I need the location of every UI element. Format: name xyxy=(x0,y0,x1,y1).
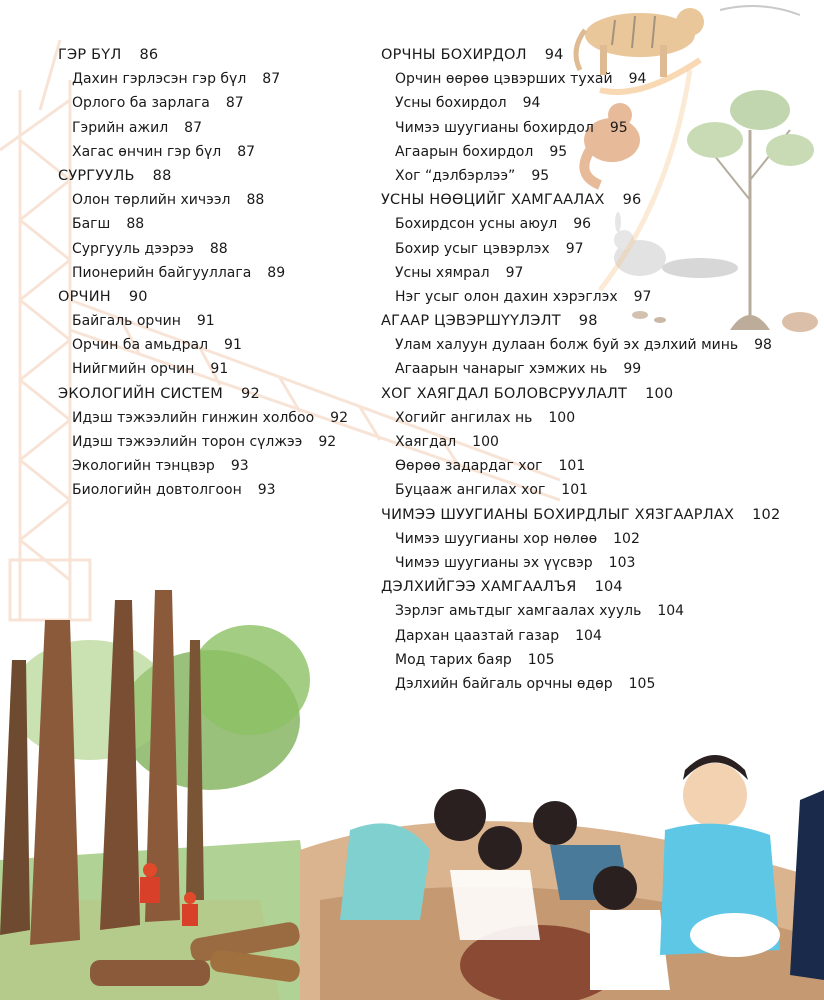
toc-entry-page-number: 88 xyxy=(126,216,145,233)
toc-entry-title: Дархан цаазтай газар xyxy=(395,627,560,644)
toc-entry-page-number: 92 xyxy=(318,434,337,450)
toc-entry-title: Агаарын бохирдол xyxy=(395,143,534,160)
toc-entry-title: Орчин ба амьдрал xyxy=(72,337,209,354)
toc-entry-title: Чимээ шуугианы хор нөлөө xyxy=(395,530,598,547)
toc-entry-page-number: 87 xyxy=(225,95,244,112)
toc-subsection-entry xyxy=(58,116,358,140)
toc-entry-title: Мод тарих баяр xyxy=(395,651,512,668)
toc-right-column xyxy=(381,43,811,696)
toc-subsection-entry xyxy=(58,237,358,261)
toc-entry-page-number: 87 xyxy=(184,119,202,136)
toc-section-entry xyxy=(58,43,358,67)
toc-subsection-entry xyxy=(381,67,811,91)
toc-entry-title: Дэлхийн байгаль орчны өдөр xyxy=(395,675,613,692)
toc-entry-page-number: 90 xyxy=(128,288,148,305)
toc-entry-title: СУРГУУЛЬ xyxy=(58,167,135,184)
toc-entry-title: ГЭР БҮЛ xyxy=(58,47,122,63)
toc-section-entry xyxy=(381,309,811,333)
toc-entry-title: Чимээ шуугианы бохирдол xyxy=(395,119,594,136)
toc-subsection-entry xyxy=(381,333,811,357)
toc-entry-title: Өөрөө задардаг хог xyxy=(395,458,543,475)
toc-subsection-entry xyxy=(381,357,811,381)
toc-entry-page-number: 87 xyxy=(262,71,281,88)
toc-subsection-entry xyxy=(58,333,358,357)
toc-entry-page-number: 94 xyxy=(544,47,564,63)
toc-entry-page-number: 105 xyxy=(628,675,656,692)
toc-entry-page-number: 98 xyxy=(754,337,772,354)
toc-entry-page-number: 105 xyxy=(527,651,555,668)
toc-entry-title: Улам халуун дулаан болж буй эх дэлхий минь xyxy=(395,337,739,354)
toc-entry-title: Агаарын чанарыг хэмжих нь xyxy=(395,361,608,378)
toc-subsection-entry xyxy=(58,357,358,381)
toc-section-entry xyxy=(381,382,811,406)
toc-entry-page-number: 91 xyxy=(210,361,229,378)
toc-subsection-entry xyxy=(381,261,811,285)
toc-subsection-entry xyxy=(381,599,811,623)
toc-entry-page-number: 96 xyxy=(622,192,642,209)
toc-entry-title: Пионерийн байгууллага xyxy=(72,264,252,281)
toc-subsection-entry xyxy=(381,672,811,696)
toc-entry-title: ЧИМЭЭ ШУУГИАНЫ БОХИРДЛЫГ ХЯЗГААРЛАХ xyxy=(381,506,735,523)
toc-entry-page-number: 97 xyxy=(505,264,524,281)
toc-subsection-entry xyxy=(381,212,811,236)
toc-subsection-entry xyxy=(381,624,811,648)
toc-entry-title: Орлого ба зарлага xyxy=(72,95,210,112)
toc-section-entry xyxy=(58,382,358,406)
toc-subsection-entry xyxy=(58,478,358,502)
toc-subsection-entry xyxy=(58,67,358,91)
toc-entry-title: Орчин өөрөө цэвэрших тухай xyxy=(395,71,613,88)
children-photo xyxy=(300,755,824,1000)
toc-entry-page-number: 89 xyxy=(267,264,286,281)
toc-entry-title: Зэрлэг амьтдыг хамгаалах хууль xyxy=(395,603,642,620)
toc-entry-title: Хагас өнчин гэр бүл xyxy=(72,143,222,160)
toc-entry-page-number: 101 xyxy=(558,458,586,475)
toc-entry-title: Идэш тэжээлийн гинжин холбоо xyxy=(72,409,315,426)
toc-subsection-entry xyxy=(58,140,358,164)
toc-entry-title: Идэш тэжээлийн торон сүлжээ xyxy=(72,434,303,450)
toc-entry-page-number: 102 xyxy=(752,506,781,523)
toc-entry-page-number: 91 xyxy=(224,337,242,354)
toc-entry-title: Хог “дэлбэрлээ” xyxy=(395,167,516,184)
toc-entry-title: Биологийн довтолгоон xyxy=(72,482,242,499)
toc-subsection-entry xyxy=(58,406,358,430)
toc-entry-page-number: 88 xyxy=(209,240,228,257)
toc-subsection-entry xyxy=(58,309,358,333)
toc-subsection-entry xyxy=(58,261,358,285)
toc-entry-title: ОРЧНЫ БОХИРДОЛ xyxy=(381,47,527,63)
toc-subsection-entry xyxy=(58,454,358,478)
toc-subsection-entry xyxy=(381,430,811,454)
toc-entry-title: ХОГ ХАЯГДАЛ БОЛОВСРУУЛАЛТ xyxy=(381,385,628,402)
toc-entry-page-number: 93 xyxy=(230,458,249,475)
toc-entry-page-number: 95 xyxy=(549,143,568,160)
toc-subsection-entry xyxy=(381,406,811,430)
toc-entry-page-number: 98 xyxy=(578,313,598,330)
toc-entry-page-number: 87 xyxy=(237,143,256,160)
toc-entry-page-number: 100 xyxy=(645,385,674,402)
toc-entry-title: Гэрийн ажил xyxy=(72,119,169,136)
toc-entry-title: УСНЫ НӨӨЦИЙГ ХАМГААЛАХ xyxy=(381,192,605,209)
toc-entry-page-number: 86 xyxy=(139,47,159,63)
toc-entry-page-number: 101 xyxy=(561,482,589,499)
toc-entry-title: Сургууль дээрээ xyxy=(72,240,194,257)
toc-entry-title: Бохир усыг цэвэрлэх xyxy=(395,240,550,257)
toc-entry-title: Усны бохирдол xyxy=(395,95,507,112)
toc-entry-title: Багш xyxy=(72,216,111,233)
toc-entry-page-number: 88 xyxy=(152,167,172,184)
toc-entry-page-number: 103 xyxy=(608,554,636,571)
toc-subsection-entry xyxy=(381,478,811,502)
toc-subsection-entry xyxy=(58,188,358,212)
toc-subsection-entry xyxy=(381,648,811,672)
toc-section-entry xyxy=(381,503,811,527)
toc-entry-page-number: 93 xyxy=(257,482,276,499)
toc-entry-page-number: 94 xyxy=(628,71,647,88)
toc-entry-title: Чимээ шуугианы эх үүсвэр xyxy=(395,554,593,571)
toc-entry-title: Дахин гэрлэсэн гэр бүл xyxy=(72,71,247,88)
toc-subsection-entry xyxy=(381,164,811,188)
toc-entry-page-number: 100 xyxy=(472,434,499,450)
toc-entry-page-number: 97 xyxy=(565,240,584,257)
toc-subsection-entry xyxy=(381,551,811,575)
toc-entry-title: Буцааж ангилах хог xyxy=(395,482,546,499)
toc-entry-page-number: 96 xyxy=(573,216,592,233)
toc-entry-page-number: 91 xyxy=(196,313,215,330)
toc-entry-page-number: 102 xyxy=(613,530,640,547)
toc-subsection-entry xyxy=(58,430,358,454)
toc-entry-page-number: 88 xyxy=(246,192,265,209)
toc-section-entry xyxy=(381,188,811,212)
toc-subsection-entry xyxy=(381,454,811,478)
toc-subsection-entry xyxy=(58,212,358,236)
toc-entry-title: Нийгмийн орчин xyxy=(72,361,195,378)
toc-left-column xyxy=(58,43,358,503)
toc-entry-page-number: 94 xyxy=(522,95,541,112)
toc-entry-title: ЭКОЛОГИЙН СИСТЕМ xyxy=(58,385,224,402)
toc-entry-page-number: 104 xyxy=(594,579,623,596)
toc-entry-page-number: 104 xyxy=(657,603,685,620)
toc-entry-page-number: 95 xyxy=(531,167,550,184)
toc-subsection-entry xyxy=(58,91,358,115)
toc-entry-page-number: 97 xyxy=(633,288,652,305)
toc-section-entry xyxy=(58,164,358,188)
toc-section-entry xyxy=(381,575,811,599)
toc-subsection-entry xyxy=(381,527,811,551)
forest-illustration xyxy=(0,590,320,1000)
toc-entry-title: Бохирдсон усны аюул xyxy=(395,216,558,233)
toc-section-entry xyxy=(58,285,358,309)
toc-entry-title: Хогийг ангилах нь xyxy=(395,409,533,426)
toc-entry-title: ДЭЛХИЙГЭЭ ХАМГААЛЪЯ xyxy=(381,579,577,596)
toc-entry-title: Олон төрлийн хичээл xyxy=(72,192,231,209)
toc-section-entry xyxy=(381,43,811,67)
toc-entry-title: АГААР ЦЭВЭРШҮҮЛЭЛТ xyxy=(381,313,561,330)
toc-entry-page-number: 104 xyxy=(575,627,602,644)
toc-entry-title: ОРЧИН xyxy=(58,288,111,305)
toc-entry-title: Байгаль орчин xyxy=(72,313,181,330)
toc-entry-page-number: 95 xyxy=(609,119,628,136)
toc-subsection-entry xyxy=(381,140,811,164)
toc-subsection-entry xyxy=(381,91,811,115)
toc-entry-title: Экологийн тэнцвэр xyxy=(72,458,215,475)
toc-subsection-entry xyxy=(381,285,811,309)
toc-entry-page-number: 99 xyxy=(623,361,642,378)
toc-subsection-entry xyxy=(381,237,811,261)
toc-entry-page-number: 92 xyxy=(330,409,348,426)
toc-entry-title: Хаягдал xyxy=(395,434,457,450)
toc-entry-title: Нэг усыг олон дахин хэрэглэх xyxy=(395,288,618,305)
toc-subsection-entry xyxy=(381,116,811,140)
toc-entry-title: Усны хямрал xyxy=(395,264,490,281)
toc-entry-page-number: 92 xyxy=(241,385,260,402)
toc-entry-page-number: 100 xyxy=(548,409,576,426)
